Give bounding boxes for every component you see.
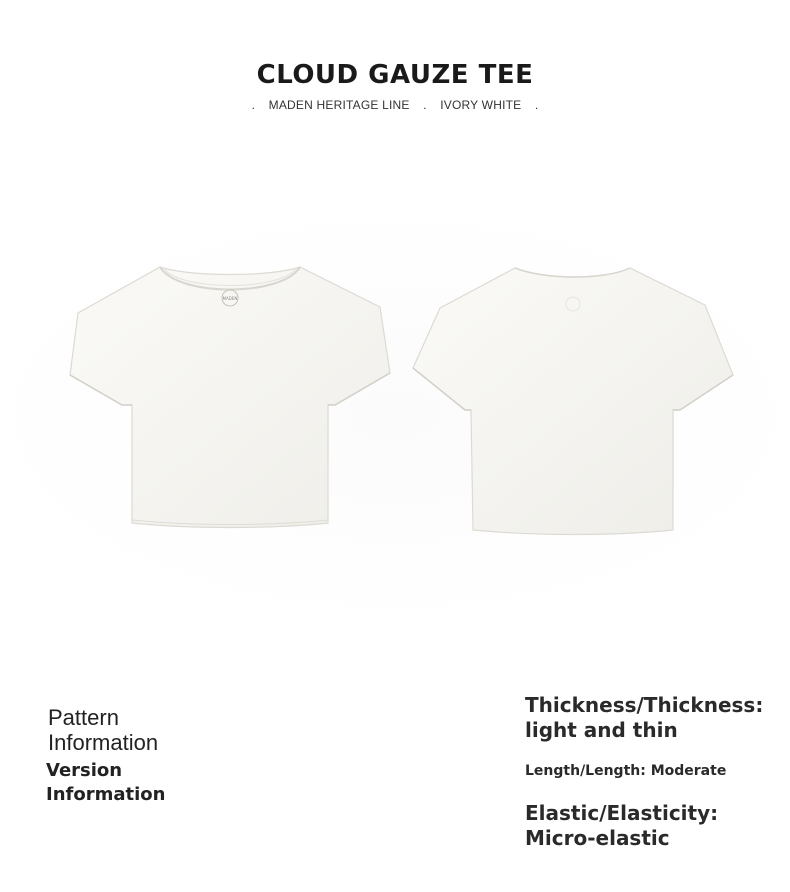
spec-length: Length/Length: Moderate <box>525 763 727 779</box>
tee-logo-text: MADEN <box>222 296 238 301</box>
dot-separator: . <box>251 98 256 112</box>
tee-front-image <box>60 255 400 535</box>
spec-thickness: Thickness/Thickness: light and thin <box>525 693 764 742</box>
dot-separator: . <box>534 98 539 112</box>
color-name: IVORY WHITE <box>440 98 522 112</box>
pattern-information-label: Pattern Information <box>48 705 159 755</box>
dot-separator: . <box>423 98 427 112</box>
spec-elasticity: Elastic/Elasticity: Micro-elastic <box>525 801 719 850</box>
line-name: MADEN HERITAGE LINE <box>268 98 410 112</box>
product-title: CLOUD GAUZE TEE <box>256 60 534 90</box>
product-subline <box>0 98 790 112</box>
version-information-label: Version Information <box>46 760 166 805</box>
tee-back-image <box>405 260 740 540</box>
